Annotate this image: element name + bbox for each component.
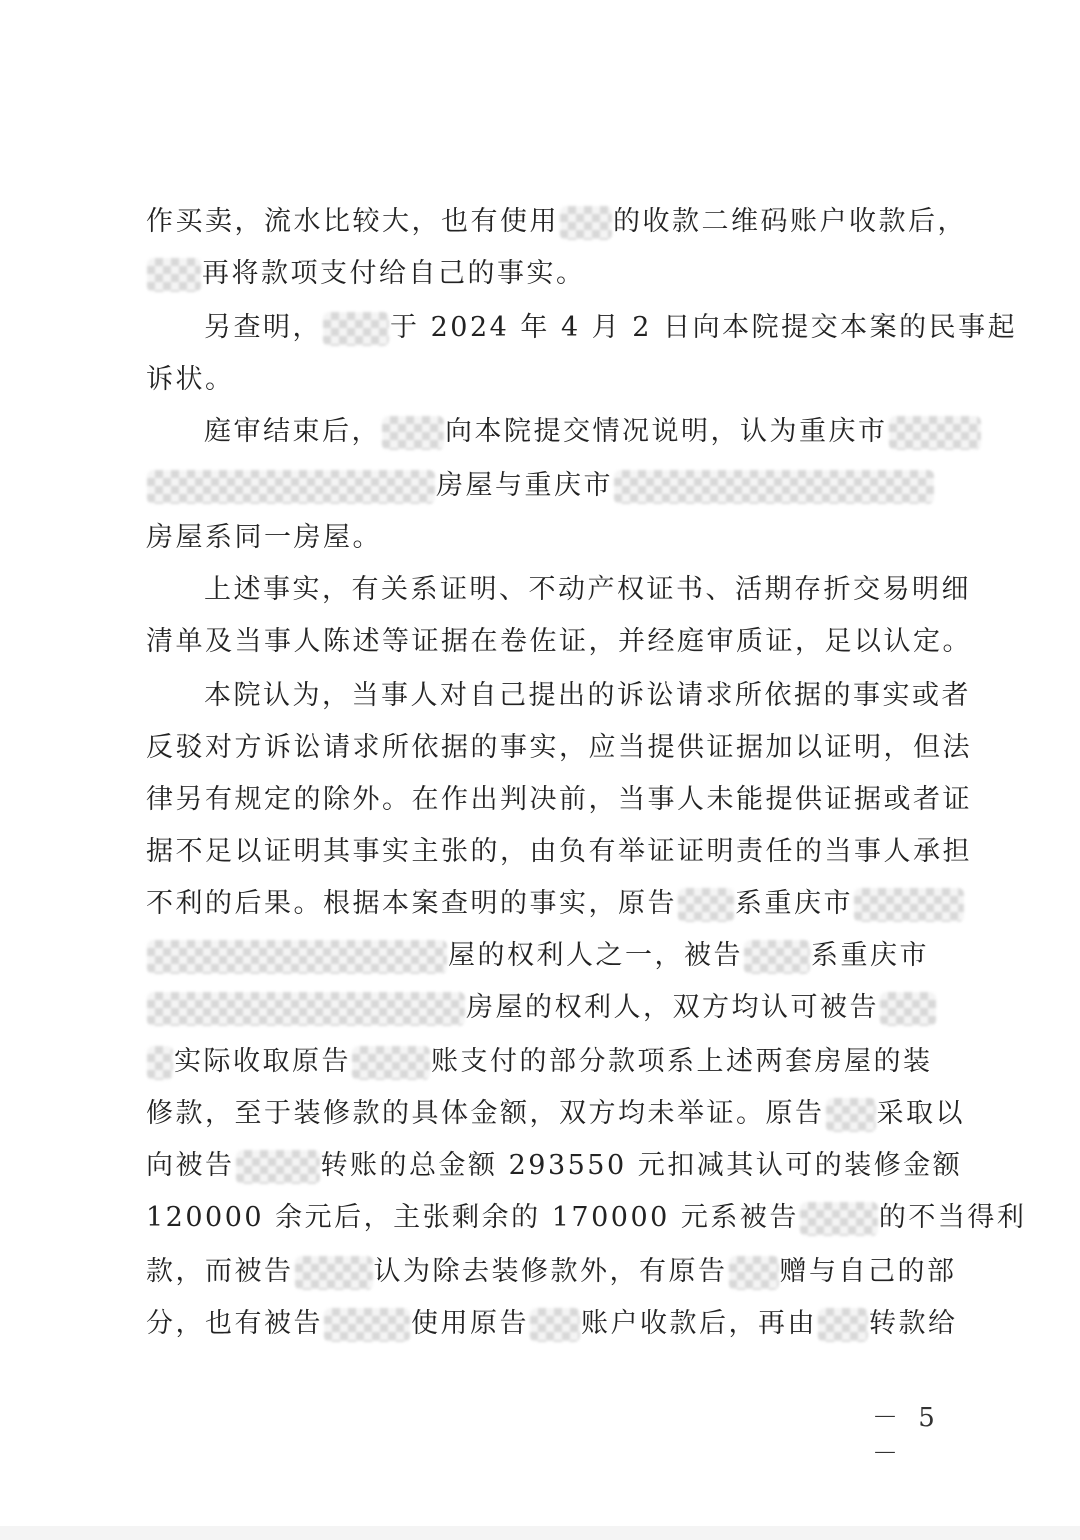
redaction-mask <box>147 470 435 504</box>
text-segment: 庭审结束后， <box>204 416 381 447</box>
text-segment: 转账的总金额 293550 元扣减其认可的装修金额 <box>320 1150 963 1181</box>
text-line <box>146 466 946 506</box>
text-segment: 于 2024 年 4 月 2 日向本院提交本案的民事起 <box>390 312 1018 343</box>
text-segment: 采取以 <box>876 1098 965 1129</box>
redaction-mask <box>295 1256 373 1290</box>
text-line <box>146 412 946 452</box>
text-line <box>146 202 967 242</box>
text-segment: 转款给 <box>869 1308 958 1339</box>
text-segment: 作买卖，流水比较大，也有使用 <box>146 206 559 237</box>
page-bottom-edge <box>0 1526 1080 1540</box>
redaction-mask <box>560 206 612 240</box>
redaction-mask <box>614 470 934 504</box>
text-line <box>146 884 946 924</box>
text-line <box>146 936 946 976</box>
text-segment: 向本院提交情况说明，认为重庆市 <box>445 416 888 447</box>
text-segment: 房屋的权利人，双方均认可被告 <box>466 992 879 1023</box>
redaction-mask <box>147 1046 173 1080</box>
text-line <box>146 622 972 662</box>
text-segment: 款，而被告 <box>146 1256 294 1287</box>
text-line <box>146 1146 963 1186</box>
text-segment: 的不当得利 <box>878 1202 1027 1233</box>
redaction-mask <box>147 258 201 292</box>
text-segment: 修款，至于装修款的具体金额，双方均未举证。原告 <box>146 1098 825 1129</box>
text-line <box>146 1094 965 1134</box>
text-segment: 本院认为，当事人对自己提出的诉讼请求所依据的事实或者 <box>204 680 971 711</box>
redaction-mask <box>530 1308 580 1342</box>
text-line <box>146 988 946 1028</box>
page-number: － 5 － <box>872 1403 941 1469</box>
redaction-mask <box>889 416 981 450</box>
text-segment: 反驳对方诉讼请求所依据的事实，应当提供证据加以证明，但法 <box>146 732 972 763</box>
text-line <box>146 308 1018 348</box>
text-segment: 使用原告 <box>411 1308 529 1339</box>
redaction-mask <box>147 940 447 974</box>
text-segment: 赠与自己的部 <box>779 1256 957 1287</box>
text-line <box>146 1042 946 1082</box>
text-line <box>146 728 972 768</box>
redaction-mask <box>818 1308 868 1342</box>
text-segment: 系重庆市 <box>811 940 929 971</box>
redaction-mask <box>382 416 444 450</box>
text-line <box>146 254 946 294</box>
text-segment: 不利的后果。根据本案查明的事实，原告 <box>146 888 677 919</box>
text-line <box>146 518 946 558</box>
text-segment: 屋的权利人之一，被告 <box>448 940 743 971</box>
text-segment: 账户收款后，再由 <box>581 1308 817 1339</box>
text-line <box>146 570 971 610</box>
text-line <box>146 780 972 820</box>
text-segment: 房屋系同一房屋。 <box>146 522 382 553</box>
redaction-mask <box>800 1202 878 1236</box>
text-segment: 房屋与重庆市 <box>436 470 613 501</box>
redaction-mask <box>147 992 465 1026</box>
text-segment: 账支付的部分款项系上述两套房屋的装 <box>431 1046 933 1077</box>
redaction-mask <box>324 1308 410 1342</box>
text-segment: 据不足以证明其事实主张的，由负有举证证明责任的当事人承担 <box>146 836 972 867</box>
redaction-mask <box>678 888 734 922</box>
redaction-mask <box>236 1150 320 1184</box>
redaction-mask <box>323 312 389 346</box>
text-line <box>146 676 971 716</box>
text-line <box>146 1304 958 1344</box>
redaction-mask <box>744 940 810 974</box>
text-line <box>146 832 972 872</box>
text-segment: 律另有规定的除外。在作出判决前，当事人未能提供证据或者证 <box>146 784 972 815</box>
text-segment: 再将款项支付给自己的事实。 <box>202 258 586 289</box>
text-segment: 分，也有被告 <box>146 1308 323 1339</box>
redaction-mask <box>729 1256 779 1290</box>
text-line <box>146 1252 957 1292</box>
text-line <box>146 1198 1027 1238</box>
redaction-mask <box>826 1098 876 1132</box>
text-segment: 诉状。 <box>146 364 235 395</box>
text-line <box>146 360 946 400</box>
redaction-mask <box>352 1046 430 1080</box>
text-segment: 认为除去装修款外，有原告 <box>373 1256 728 1287</box>
redaction-mask <box>854 888 964 922</box>
text-segment: 向被告 <box>146 1150 235 1181</box>
text-segment: 的收款二维码账户收款后， <box>613 206 967 237</box>
text-segment: 实际收取原告 <box>174 1046 351 1077</box>
text-segment: 另查明， <box>204 312 322 343</box>
text-segment: 120000 余元后，主张剩余的 170000 元系被告 <box>146 1202 799 1233</box>
text-segment: 上述事实，有关系证明、不动产权证书、活期存折交易明细 <box>204 574 971 605</box>
redaction-mask <box>880 992 936 1026</box>
text-segment: 清单及当事人陈述等证据在卷佐证，并经庭审质证，足以认定。 <box>146 626 972 657</box>
text-segment: 系重庆市 <box>735 888 853 919</box>
